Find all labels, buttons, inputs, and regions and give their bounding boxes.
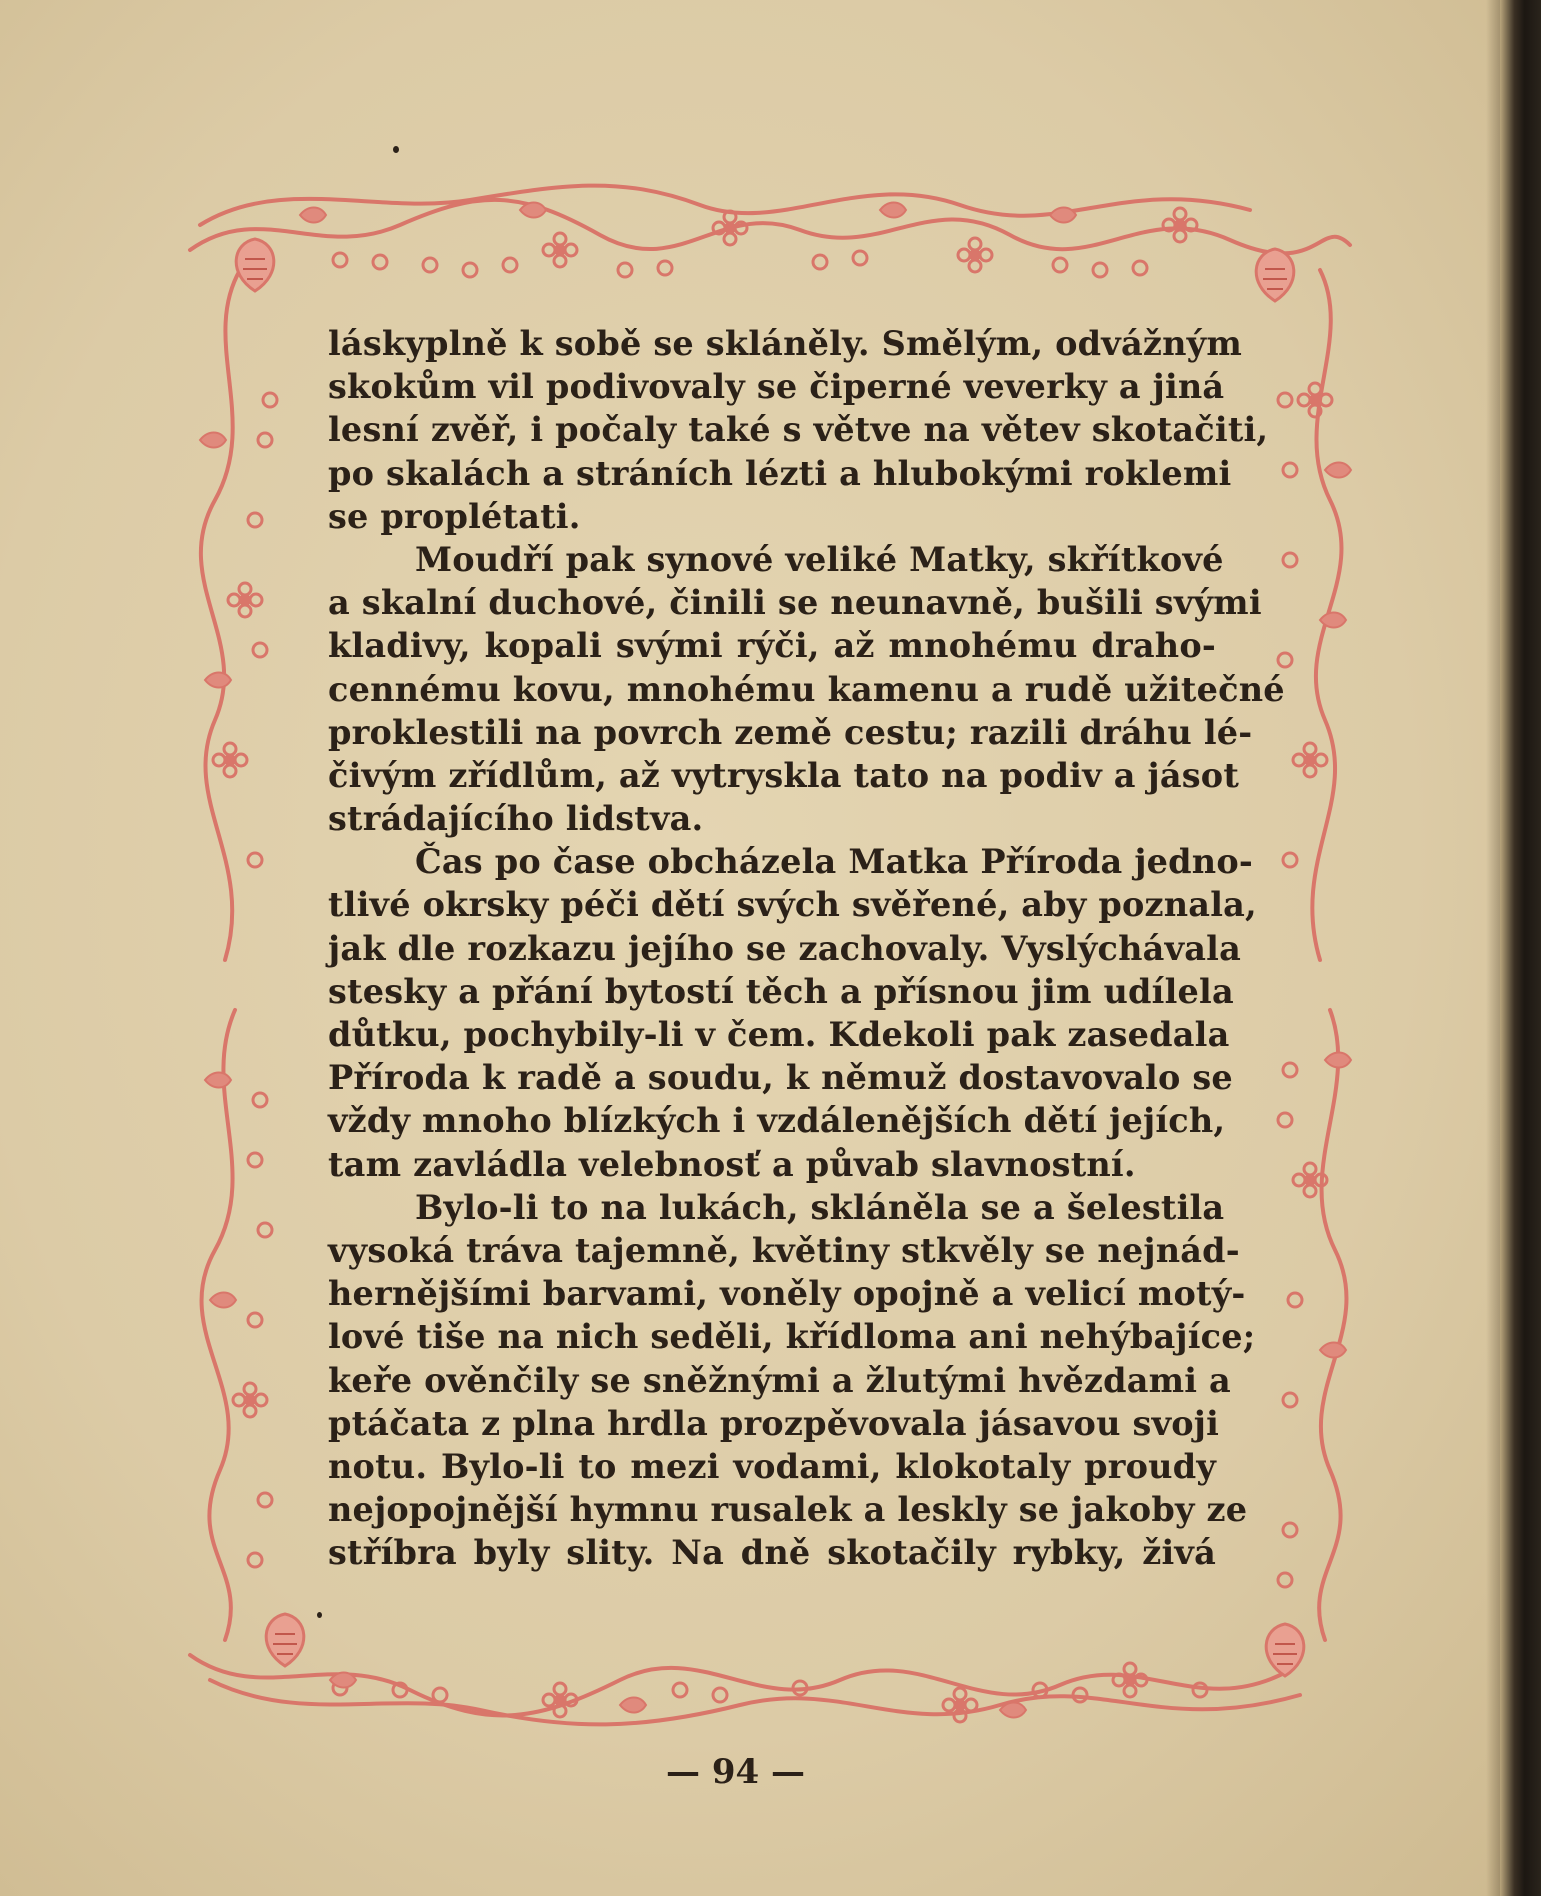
text-line: Příroda k radě a soudu, k němuž dostavovalo se <box>328 1058 1233 1098</box>
text-line: skokům vil podivovaly se čiperné veverky a jiná <box>328 367 1225 407</box>
text-line: ptáčata z plna hrdla prozpěvovala jásavou svoji <box>328 1403 1220 1443</box>
text-line: vždy mnoho blízkých i vzdálenějších dětí jejích, <box>328 1101 1226 1141</box>
ink-speck <box>393 146 399 153</box>
text-line: notu. Bylo-li to mezi vodami, klokotaly proudy <box>328 1446 1216 1486</box>
text-line: a skalní duchové, činili se neunavně, bušili svými <box>328 583 1262 623</box>
text-line: stesky a přání bytostí těch a přísnou jim udílela <box>328 971 1234 1011</box>
text-line: cennému kovu, mnohému kamenu a rudě užitečné <box>328 669 1285 709</box>
text-line: důtku, pochybily-li v čem. Kdekoli pak zasedala <box>328 1015 1230 1054</box>
text-line: jak dle rozkazu jejího se zachovaly. Vyslýchávala <box>328 928 1241 968</box>
text-line: proklestili na povrch země cestu; razili dráhu lé- <box>328 712 1253 752</box>
text-line: láskyplně k sobě se skláněly. Smělým, odvážným <box>328 324 1242 363</box>
text-line: kladivy, kopali svými rýči, až mnohému draho- <box>328 626 1216 666</box>
text-line: čivým zřídlům, až vytryskla tato na podiv a jásot <box>328 755 1240 795</box>
text-line: tam zavládla velebnosť a půvab slavnostní. <box>328 1144 1136 1184</box>
page-text <box>328 322 1285 1574</box>
text-line: vysoká tráva tajemně, květiny stkvěly se nejnád- <box>328 1230 1240 1270</box>
text-line: nejopojnější hymnu rusalek a leskly se jakoby ze <box>328 1490 1248 1530</box>
text-line: lesní zvěř, i počaly také s větve na větev skotačiti, <box>328 410 1269 450</box>
text-line: strádajícího lidstva. <box>328 799 704 839</box>
text-line: se proplétati. <box>328 496 581 536</box>
text-line: stříbra byly slity. Na dně skotačily rybky, živá <box>328 1533 1216 1573</box>
text-line: hernějšími barvami, voněly opojně a velicí motý- <box>328 1274 1246 1314</box>
ink-speck <box>317 1612 322 1618</box>
text-line: Bylo-li to na lukách, skláněla se a šelestila <box>415 1187 1225 1227</box>
text-line: Čas po čase obcházela Matka Příroda jedno- <box>415 842 1253 882</box>
page-number: — 94 — <box>666 1752 805 1792</box>
text-line: keře ověnčily se sněžnými a žlutými hvězdami a <box>328 1360 1231 1400</box>
text-line: lové tiše na nich seděli, křídloma ani nehýbajíce; <box>328 1317 1256 1357</box>
text-line: Moudří pak synové veliké Matky, skřítkové <box>415 539 1224 579</box>
text-line: tlivé okrsky péči dětí svých svěřené, aby poznala, <box>328 885 1257 925</box>
text-line: po skalách a stráních lézti a hlubokými roklemi <box>328 453 1232 493</box>
